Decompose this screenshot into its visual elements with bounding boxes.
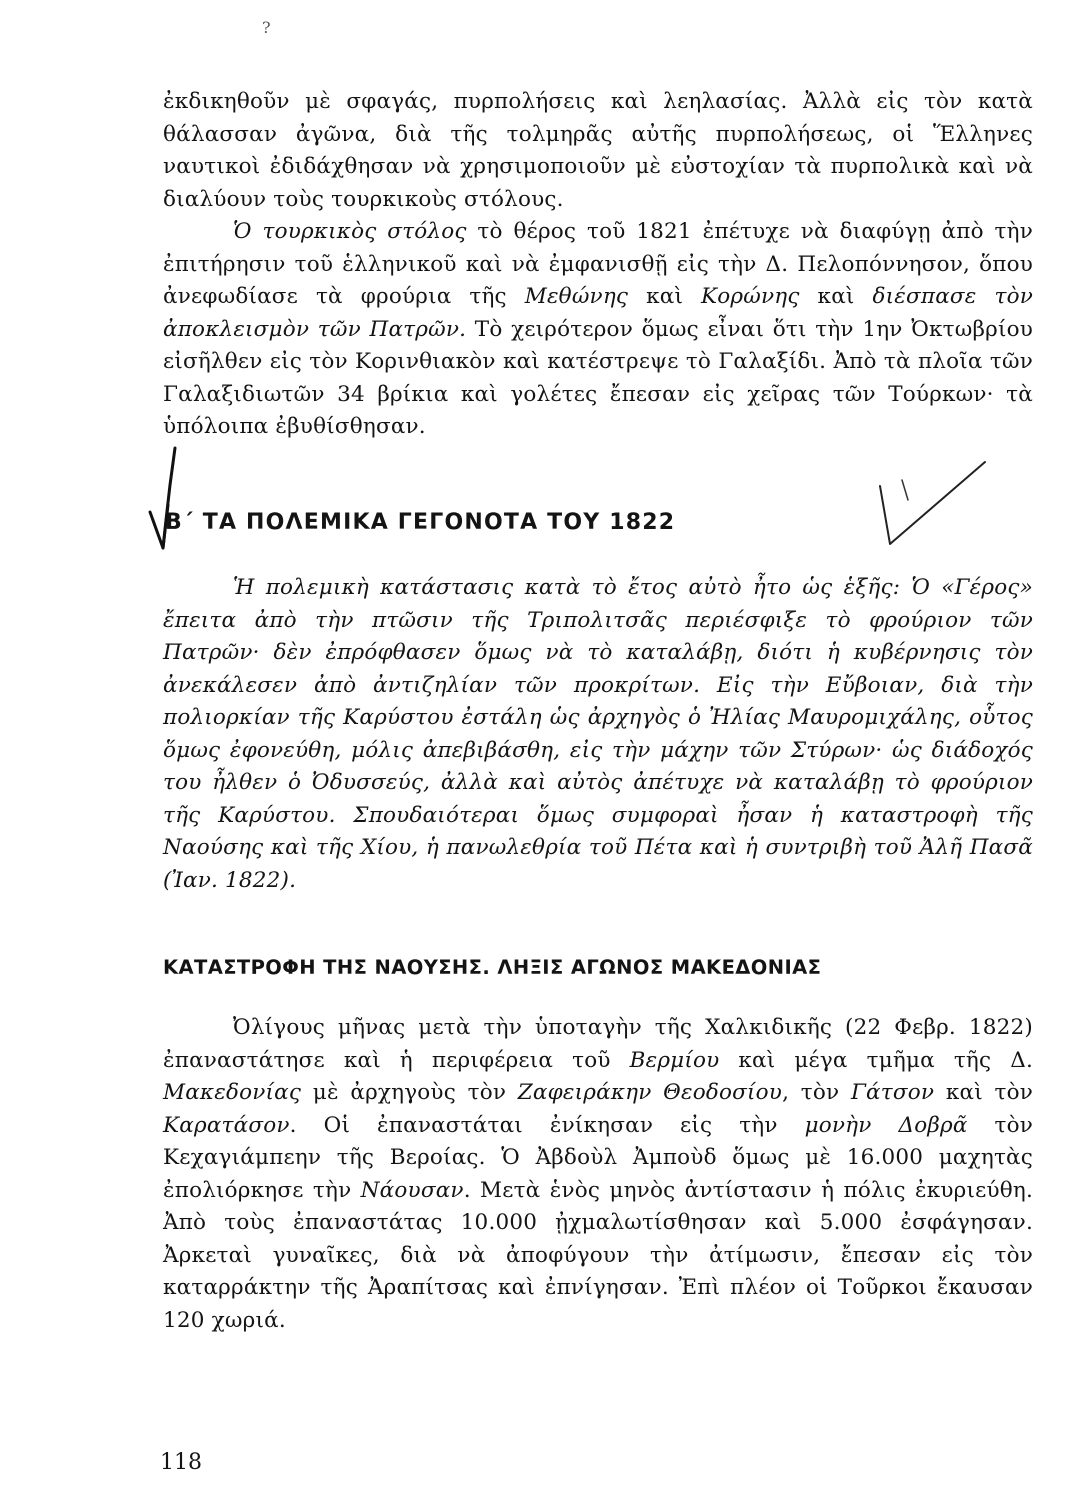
section-heading-naousa: ΚΑΤΑΣΤΡΟΦΗ ΤΗΣ ΝΑΟΥΣΗΣ. ΛΗΞΙΣ ΑΓΩΝΟΣ ΜΑΚΕΔΟΝΙΑΣ [163,956,822,979]
paragraph-naousa: Ὀλίγους μῆνας μετὰ τὴν ὑποταγὴν τῆς Χαλκιδικῆς (22 Φεβρ. 1822) ἐπαναστάτησε καὶ ἡ περιφέρεια τοῦ Βερμίου καὶ μέγα τμῆμα τῆς Δ. Μακεδονίας μὲ ἀρχηγοὺς τὸν Ζαφειράκην Θεοδοσίου, τὸν Γάτσον καὶ τὸν Καρατάσον. Οἱ ἐπαναστάται ἐνίκησαν εἰς τὴν μονὴν Δοβρᾶ τὸν Κεχαγιάμπεην τῆς Βεροίας. Ὁ Ἀβδοὺλ Ἀμποὺδ ὅμως μὲ 16.000 μαχητὰς ἐπολιόρκησε τὴν Νάουσαν. Μετὰ ἑνὸς μηνὸς ἀντίστασιν ἡ πόλις ἐκυριεύθη. Ἀπὸ τοὺς ἐπαναστάτας 10.000 ᾐχμαλωτίσθησαν καὶ 5.000 ἐσφάγησαν. Ἀρκεταὶ γυναῖκες, διὰ νὰ ἀποφύγουν τὴν ἀτίμωσιν, ἔπεσαν εἰς τὸν καταρράκτην τῆς Ἀραπίτσας καὶ ἐπνίγησαν. Ἐπὶ πλέον οἱ Τοῦρκοι ἔκαυσαν 120 χωριά. [163,1015,1034,1333]
section-heading-1822: Β΄ ΤΑ ΠΟΛΕΜΙΚΑ ΓΕΓΟΝΟΤΑ ΤΟΥ 1822 [165,510,676,535]
corner-mark: ? [262,18,271,37]
paragraph-turkish-fleet: Ὁ τουρκικὸς στόλος τὸ θέρος τοῦ 1821 ἐπέτυχε νὰ διαφύγῃ ἀπὸ τὴν ἐπιτήρησιν τοῦ ἑλληνικοῦ καὶ νὰ ἐμφανισθῇ εἰς τὴν Δ. Πελοπόννησον, ὅπου ἀνεφωδίασε τὰ φρούρια τῆς Μεθώνης καὶ Κορώνης καὶ διέσπασε τὸν ἀποκλεισμὸν τῶν Πατρῶν. Τὸ χειρότερον ὅμως εἶναι ὅτι τὴν 1ην Ὀκτωβρίου εἰσῆλθεν εἰς τὸν Κορινθιακὸν καὶ κατέστρεψε τὸ Γαλαξίδι. Ἀπὸ τὰ πλοῖα τῶν Γαλαξιδιωτῶν 34 βρίκια καὶ γολέτες ἔπεσαν εἰς χεῖρας τῶν Τούρκων· τὰ ὑπόλοιπα ἐβυθίσθησαν. [163,219,1033,439]
page-number: 118 [160,1450,202,1475]
span-turkish-fleet: Ὁ τουρκικὸς στόλος [233,219,467,244]
pen-arrow-head [150,505,168,548]
pen-tick-small [902,480,908,500]
paragraph-continuation: ἐκδικηθοῦν μὲ σφαγάς, πυρπολήσεις καὶ λεηλασίας. Ἀλλὰ εἰς τὸν κατὰ θάλασσαν ἀγῶνα, διὰ τῆς τολμηρᾶς αὐτῆς πυρπολήσεως, οἱ Ἕλληνες ναυτικοὶ ἐδιδάχθησαν νὰ χρησιμοποιοῦν μὲ εὐστοχίαν τὰ πυρπολικὰ καὶ νὰ διαλύουν τοὺς τουρκικοὺς στόλους. [163,89,1033,212]
paragraph-war-situation: Ἡ πολεμικὴ κατάστασις κατὰ τὸ ἔτος αὐτὸ ἦτο ὡς ἑξῆς: Ὁ «Γέρος» ἔπειτα ἀπὸ τὴν πτῶσιν τῆς Τριπολιτσᾶς περιέσφιξε τὸ φρούριον τῶν Πατρῶν· δὲν ἐπρόφθασεν ὅμως νὰ τὸ καταλάβῃ, διότι ἡ κυβέρνησις τὸν ἀνεκάλεσεν ἀπὸ ἀντιζηλίαν τῶν προκρίτων. Εἰς τὴν Εὔβοιαν, διὰ τὴν πολιορκίαν τῆς Καρύστου ἐστάλη ὡς ἀρχηγὸς ὁ Ἠλίας Μαυρομιχάλης, οὗτος ὅμως ἐφονεύθη, μόλις ἀπεβιβάσθη, εἰς τὴν μάχην τῶν Στύρων· ὡς διάδοχός του ἦλθεν ὁ Ὀδυσσεύς, ἀλλὰ καὶ αὐτὸς ἀπέτυχε νὰ καταλάβῃ τὸ φρούριον τῆς Καρύστου. Σπουδαιότεραι ὅμως συμφοραὶ ἦσαν ἡ καταστροφὴ τῆς Ναούσης καὶ τῆς Χίου, ἡ πανωλεθρία τοῦ Πέτα καὶ ἡ συντριβὴ τοῦ Ἀλῆ Πασᾶ (Ἰαν. 1822). [163,575,1033,893]
pen-check-mark [880,462,985,544]
